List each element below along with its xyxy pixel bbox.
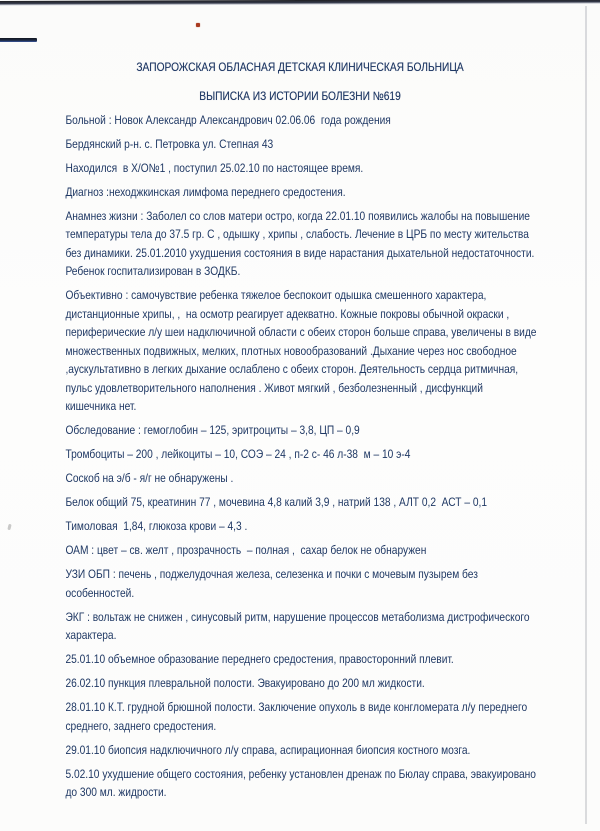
text-line: Диагноз :неходжкинская лимфома переднего средостения. [65,184,346,199]
text-line: Ребенок госпитализирован в ЗОДКБ. [65,264,241,278]
text-line: множественных подвижных, мелких, плотных новообразований .Дыхание через нос свободное [65,343,517,358]
text-line: Больной : Новок Александр Александрович 02.06.06 года рождения [65,112,391,127]
text-line: среднего, заднего средостения. [65,718,217,733]
text-line: до 300 мл. жидрости. [65,785,167,799]
paragraph-thymol [65,517,534,536]
paragraph-entry-29-01-10 [65,741,534,760]
scan-mark-left-dash [0,38,37,42]
text-line: температуры тела до 37.5 гр. С , одышку , хрипы , слабость. Лечение в ЦРБ по месту жительства [65,227,529,241]
text-line: ,аускультативно в легких дыхание ослаблено с обеих сторон. Деятельность сердца ритмичная, [65,362,519,376]
text-line: Находился в Х/О№1 , поступил 25.02.10 по настоящее время. [65,160,364,175]
text-line: Анамнез жизни : Заболел со слов матери остро, когда 22.01.10 появились жалобы на повышение [65,208,530,223]
text-line: Соскоб на э/б - я/г не обнаружены . [65,471,234,485]
text-line: Бердянский р-н. с. Петровка ул. Степная 43 [65,136,274,151]
paragraph-scraping [65,469,534,488]
paragraph-entry-25-01-10 [65,650,534,669]
paragraph-blood-test [65,421,534,440]
text-line: Объективно : самочувствие ребенка тяжелое беспокоит одышка смешенного характера, [65,288,487,302]
paragraph-platelets [65,445,534,464]
text-line: 28.01.10 К.Т. грудной брюшной полости. Заключение опухоль в виде конгломерата л/у переднего [65,700,528,714]
text-line: Белок общий 75, креатинин 77 , мочевина 4,8 калий 3,9 , натрий 138 , АЛТ 0,2 АСТ – 0,1 [65,495,488,509]
paragraph-biochemistry [65,493,534,512]
text-line: особенностей. [65,585,135,600]
paragraph-patient-name [65,111,534,130]
paragraph-entry-5-02-10 [65,765,534,802]
red-dot-speck [196,23,200,27]
text-line: Тромбоциты – 200 , лейкоциты – 10, СОЭ – 24 , п-2 с- 46 л-38 м – 10 э-4 [65,447,411,461]
text-line: кишечника нет. [65,399,137,413]
paragraph-admission [65,159,534,178]
scan-edge-top-line [0,0,600,6]
text-line: периферические л/у шеи надключичной области с обеих сторон больше справа, увеличены в виде [65,325,537,339]
hospital-title: ЗАПОРОЖСКАЯ ОБЛАСНАЯ ДЕТСКАЯ КЛИНИЧЕСКАЯ БОЛЬНИЦА [136,60,464,74]
paragraph-entry-28-01-10 [65,698,534,735]
text-line: 25.01.10 объемное образование переднего средостения, правосторонний плевит. [65,652,454,666]
text-line: пульс удовлетворительного наполнения . Живот мягкий , безболезненный , дисфункций [65,380,483,395]
paragraph-anamnesis [65,207,534,281]
paragraph-address [65,135,534,154]
text-line: дистанционные хрипы, , на осмотр реагирует адекватно. Кожные покровы обычной окраски , [65,306,510,321]
text-line: без динамики. 25.01.2010 ухудшения состояния в виде нарастания дыхательной недостаточности. [65,245,535,260]
text-line: Обследование : гемоглобин – 125, эритроциты – 3,8, ЦП – 0,9 [65,423,360,437]
paragraph-urinalysis [65,541,534,560]
text-line: 26.02.10 пункция плевральной полости. Эвакуировано до 200 мл жидкости. [65,676,425,690]
text-line: ОАМ : цвет – св. желт , прозрачность – полная , сахар белок не обнаружен [65,543,427,557]
text-line: 5.02.10 ухудшение общего состояния, ребенку установлен дренаж по Бюлау справа, эвакуировано [65,766,536,781]
text-line: характера. [65,628,117,642]
paragraph-ultrasound [65,565,534,602]
text-line: ЭКГ : вольтаж не снижен , синусовый ритм, нарушение процессов метаболизма дистрофического [65,609,530,624]
document-title: ВЫПИСКА ИЗ ИСТОРИИ БОЛЕЗНИ №619 [199,88,401,103]
text-line: УЗИ ОБП : печень , поджелудочная железа, селезенка и почки с мочевым пузырем без [65,567,478,581]
paragraph-entry-26-02-10 [65,674,534,693]
text-line: 29.01.10 биопсия надключичного л/у справа, аспирационная биопсия костного мозга. [65,742,471,757]
paragraph-ecg [65,608,534,645]
document-body [0,58,600,807]
paragraph-objective-status [65,286,537,416]
paragraph-diagnosis [65,183,534,202]
text-line: Тимоловая 1,84, глюкоза крови – 4,3 . [65,519,248,533]
